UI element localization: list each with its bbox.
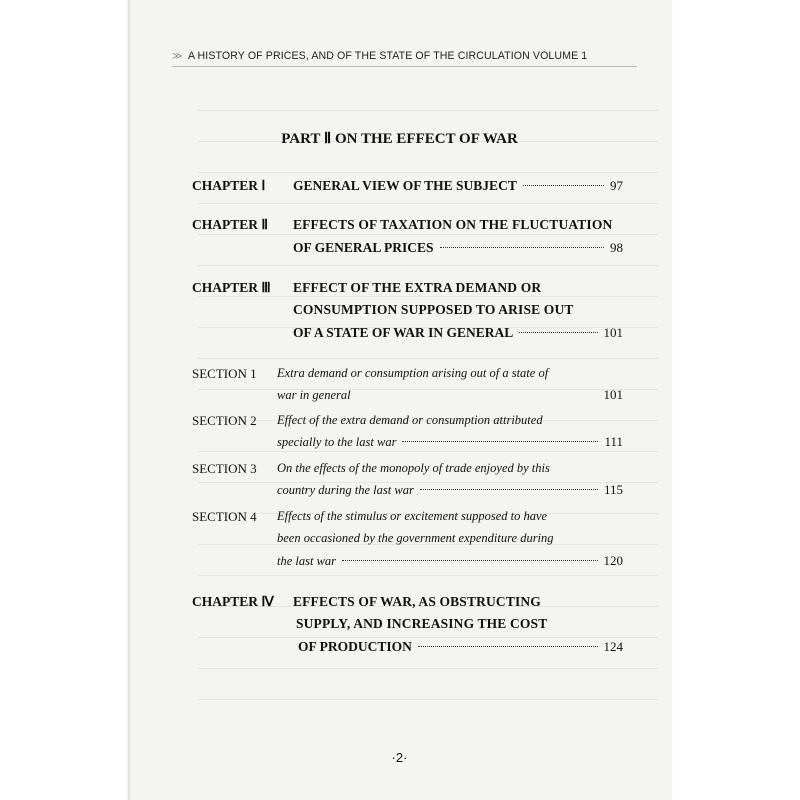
section-1-label: SECTION 1 <box>192 366 257 381</box>
section-1-line-1: Extra demand or consumption arising out of a state of <box>277 366 549 380</box>
section-3-page: 115 <box>603 482 623 497</box>
section-2-label: SECTION 2 <box>192 413 257 428</box>
section-4-line-3: the last war <box>277 554 337 568</box>
section-2-line-1: Effect of the extra demand or consumption attributed <box>277 413 543 427</box>
section-1-entry <box>277 387 623 403</box>
section-4-line-2: been occasioned by the government expenditure during <box>277 531 554 545</box>
page-number: ·2· <box>391 750 408 765</box>
leader-dots <box>342 560 597 561</box>
section-1-line-2: war in general <box>277 388 351 402</box>
section-3-line-2: country during the last war <box>277 483 414 497</box>
chapter-4-line-1: EFFECTS OF WAR, AS OBSTRUCTING <box>293 594 541 609</box>
leader-dots <box>420 489 598 490</box>
section-1-page: 101 <box>603 387 623 402</box>
chapter-1-line-1: GENERAL VIEW OF THE SUBJECT <box>293 178 517 193</box>
chapter-2-page: 98 <box>610 240 623 255</box>
leader-dots <box>418 646 598 647</box>
chapter-3-line-2: CONSUMPTION SUPPOSED TO ARISE OUT <box>293 302 574 317</box>
part-title: PART Ⅱ ON THE EFFECT OF WAR <box>281 131 518 147</box>
chapter-1-entry <box>293 178 623 194</box>
section-2-entry <box>277 434 623 450</box>
header-arrows-icon: ≫ <box>172 51 182 62</box>
section-3-entry <box>277 482 623 498</box>
header-title: A HISTORY OF PRICES, AND OF THE STATE OF THE CIRCULATION <box>187 50 530 62</box>
book-page <box>128 0 671 800</box>
chapter-4-entry <box>298 639 623 655</box>
running-header <box>172 50 637 62</box>
section-2-line-2: specially to the last war <box>277 435 397 449</box>
header-volume: VOLUME 1 <box>532 50 588 62</box>
leader-dots <box>519 332 597 333</box>
section-3-line-1: On the effects of the monopoly of trade enjoyed by this <box>277 461 550 475</box>
chapter-1-label: CHAPTER Ⅰ <box>192 178 266 193</box>
chapter-2-entry <box>293 240 623 256</box>
chapter-4-label: CHAPTER Ⅳ <box>192 594 274 609</box>
header-rule <box>172 66 637 67</box>
chapter-4-line-3: OF PRODUCTION <box>298 639 412 654</box>
chapter-3-entry <box>293 325 623 341</box>
leader-dots <box>523 185 604 186</box>
chapter-2-line-2: OF GENERAL PRICES <box>293 240 434 255</box>
leader-dots <box>440 247 604 248</box>
chapter-3-page: 101 <box>603 325 623 340</box>
section-4-page: 120 <box>603 553 623 568</box>
section-4-entry <box>277 553 623 569</box>
leader-dots <box>402 441 598 442</box>
chapter-4-line-2: SUPPLY, AND INCREASING THE COST <box>296 616 548 631</box>
chapter-3-label: CHAPTER Ⅲ <box>192 280 271 295</box>
chapter-4-page: 124 <box>603 639 623 654</box>
section-4-line-1: Effects of the stimulus or excitement supposed to have <box>277 509 548 523</box>
chapter-1-page: 97 <box>610 178 623 193</box>
chapter-2-line-1: EFFECTS OF TAXATION ON THE FLUCTUATION <box>293 217 613 232</box>
chapter-3-line-1: EFFECT OF THE EXTRA DEMAND OR <box>293 280 542 295</box>
chapter-3-line-3: OF A STATE OF WAR IN GENERAL <box>293 325 514 340</box>
section-2-page: 111 <box>604 434 623 449</box>
chapter-2-label: CHAPTER Ⅱ <box>192 217 269 232</box>
section-3-label: SECTION 3 <box>192 461 257 476</box>
section-4-label: SECTION 4 <box>192 509 257 524</box>
